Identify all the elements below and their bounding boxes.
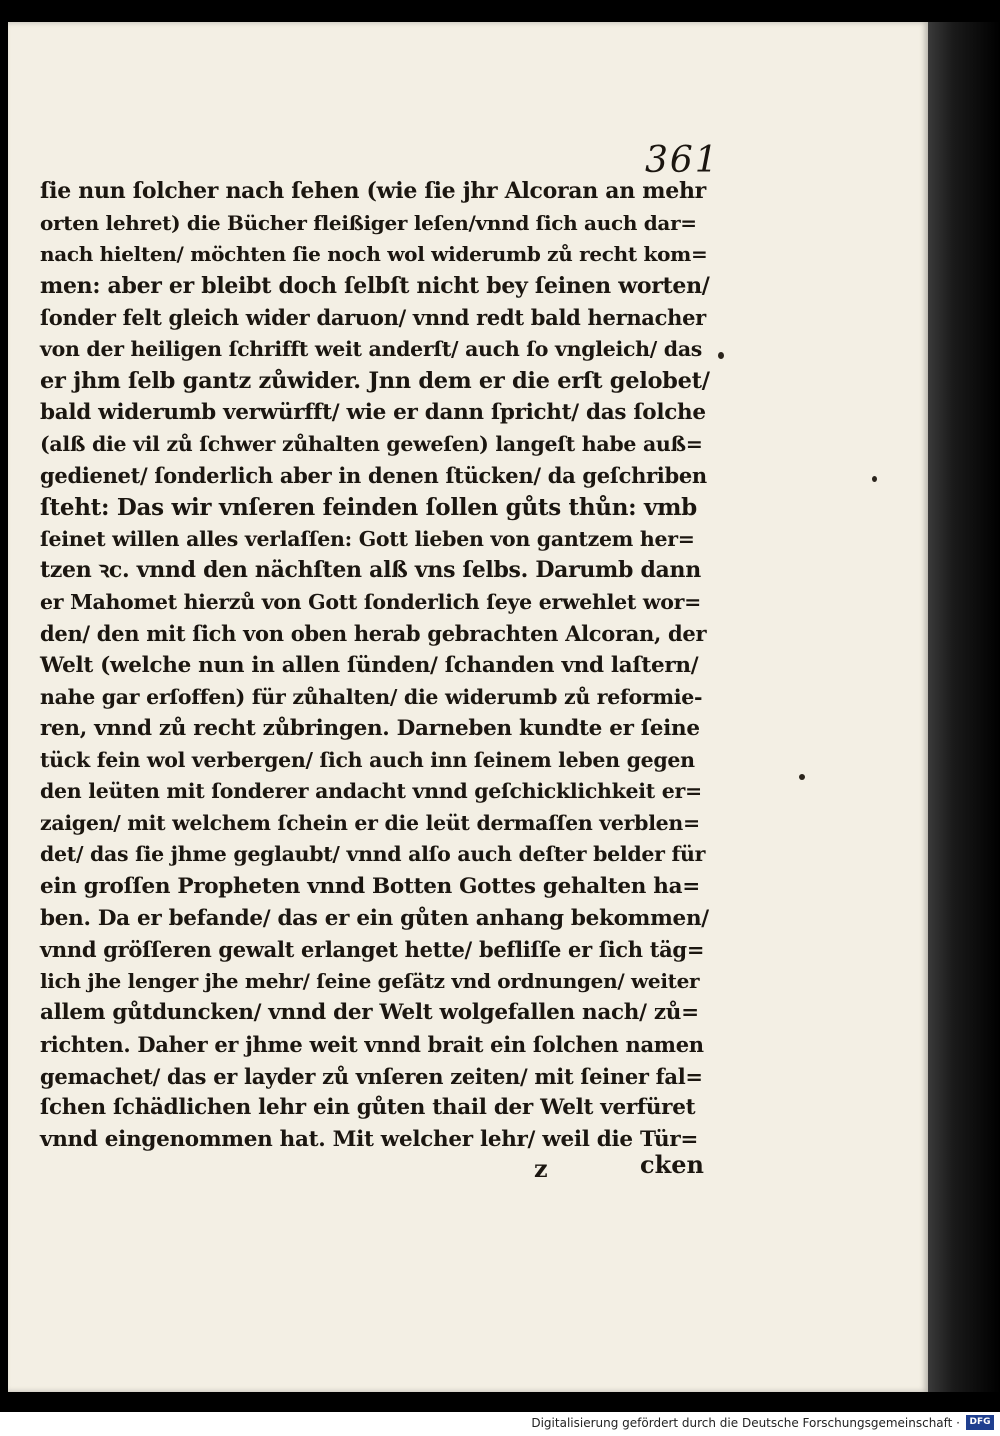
text-line: richten. Daher er jhme weit vnnd brait ein ſolchen namen [40,1032,704,1058]
body-text [40,176,710,1155]
text-line: vnnd gröſſeren gewalt erlanget hette/ befliſſe er ſich täg= [40,937,705,963]
text-line: bald widerumb verwürfft/ wie er dann ſpricht/ das ſolche [40,400,706,426]
text-line: lich jhe lenger jhe mehr/ ſeine geſätz vnd ordnungen/ weiter [40,968,700,993]
dfg-logo: DFG [966,1415,994,1430]
text-line: det/ das ſie jhme geglaubt/ vnnd alſo auch deſter belder für [40,842,706,867]
text-line: gemachet/ das er layder zů vnſeren zeiten/ mit ſeiner fal= [40,1063,703,1089]
page-edge-shadow [928,22,1000,1392]
text-line: men: aber er bleibt doch ſelbſt nicht bey ſeinen worten/ [40,272,710,299]
text-line: von der heiligen ſchrifft weit anderſt/ auch ſo vngleich/ das [40,336,703,361]
text-line: tück fein wol verbergen/ ſich auch inn ſeinem leben gegen [40,747,695,772]
text-line: ſie nun ſolcher nach ſehen (wie ſie jhr Alcoran an mehr [40,178,706,204]
ink-speck [718,352,724,359]
text-line: ſteht: Das wir vnſeren feinden ſollen gůts thůn: vmb [40,493,697,521]
text-line: den/ den mit ſich von oben herab gebrachten Alcoran, der [40,621,707,647]
text-line: gedienet/ ſonderlich aber in denen ſtücken/ da geſchriben [40,463,707,489]
text-line: den leüten mit ſonderer andacht vnnd geſchicklichkeit er= [40,779,702,804]
text-line: zaigen/ mit welchem ſchein er die leüt dermaſſen verblen= [40,810,700,835]
text-line: ein groſſen Propheten vnnd Botten Gottes gehalten ha= [40,874,700,900]
text-line: allem gůtduncken/ vnnd der Welt wolgefallen nach/ zů= [40,1000,699,1026]
text-line: tzen ꝛc. vnnd den nächſten alß vns ſelbs. Darumb dann [40,557,701,584]
footer-credit: Digitalisierung gefördert durch die Deutsche Forschungsgemeinschaft · [531,1416,960,1430]
text-line: nahe gar erſoffen) für zůhalten/ die widerumb zů reformie- [40,684,703,709]
text-line: ſchen ſchädlichen lehr ein gůten thail der Welt verfüret [40,1095,696,1121]
text-line: ben. Da er befande/ das er ein gůten anhang bekommen/ [40,905,709,931]
text-line: nach hielten/ möchten ſie noch wol widerumb zů recht kom= [40,242,708,267]
text-line: er jhm ſelb gantz zůwider. Jnn dem er die erſt gelobet/ [40,367,710,394]
text-line: orten lehret) die Bücher fleißiger leſen/vnnd ſich auch dar= [40,210,697,235]
text-line: Welt (welche nun in allen ſünden/ ſchanden vnd laſtern/ [40,652,699,678]
text-line: er Mahomet hierzů von Gott ſonderlich ſeye erwehlet wor= [40,589,701,614]
ink-speck [872,476,877,482]
text-line: ren, vnnd zů recht zůbringen. Darneben kundte er ſeine [40,716,700,742]
text-line: (alß die vil zů ſchwer zůhalten geweſen) langeſt habe auß= [40,431,703,456]
text-line: vnnd eingenommen hat. Mit welcher lehr/ weil die Tür= [40,1126,699,1152]
signature-mark: z [534,1154,548,1183]
page-number: 361 [645,140,720,181]
text-line: ſeinet willen alles verlaſſen: Gott lieben von gantzem her= [40,526,695,551]
text-line: ſonder felt gleich wider daruon/ vnnd redt bald hernacher [40,305,706,331]
ink-speck [799,774,805,780]
catchword: cken [640,1150,704,1179]
